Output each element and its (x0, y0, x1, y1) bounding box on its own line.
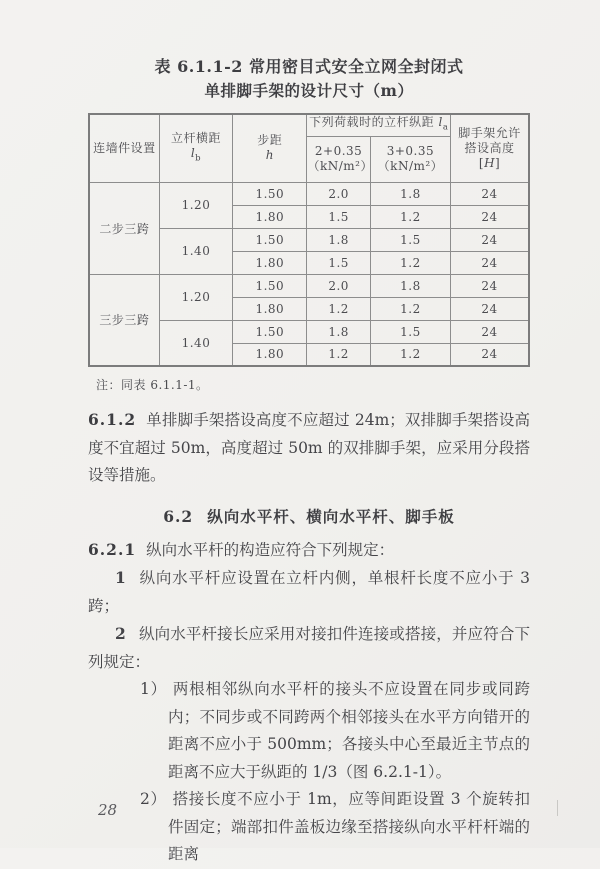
cell-h: 1.50 (233, 320, 307, 343)
scan-artifact-mark (557, 800, 558, 816)
cell-la2: 1.8 (307, 228, 370, 251)
table-row (89, 274, 529, 297)
section-6-2-number: 6.2 (163, 506, 194, 526)
cell-la3: 1.2 (370, 297, 450, 320)
header-step-distance (233, 114, 307, 182)
load-span-subscript: a (442, 122, 449, 133)
clause-6-1-2 (88, 406, 530, 490)
table-caption-line2: 单排脚手架的设计尺寸（m） (204, 81, 414, 100)
design-dimensions-table (88, 113, 530, 367)
header-step-label: 步距 (257, 133, 283, 148)
clause-6-1-2-text: 单排脚手架搭设高度不应超过 24m；双排脚手架搭设高度不宜超过 50m，高度超过 50m 的双排脚手架，应采用分段搭设等措施。 (88, 411, 530, 484)
cell-H: 24 (451, 251, 529, 274)
header-transverse-spacing (159, 114, 232, 182)
sub-item-2 (88, 786, 530, 869)
header-load-span (307, 114, 451, 136)
cell-la3: 1.2 (370, 251, 450, 274)
load-3-value: 3+0.35 (386, 144, 435, 158)
cell-h: 1.80 (233, 297, 307, 320)
cell-H: 24 (451, 182, 529, 205)
cell-H: 24 (451, 297, 529, 320)
header-transverse-label: 立杆横距 (170, 130, 221, 145)
section-6-2-title: 纵向水平杆、横向水平杆、脚手板 (207, 506, 455, 526)
table-note: 注：同表 6.1.1-1。 (96, 378, 209, 392)
cell-la2: 1.2 (307, 343, 370, 366)
cell-la2: 1.5 (307, 205, 370, 228)
cell-la2: 1.8 (307, 320, 370, 343)
cell-h: 1.80 (233, 251, 307, 274)
item-1-number: 1 (115, 568, 126, 587)
cell-la3: 1.8 (370, 182, 450, 205)
clause-6-2-1-text: 纵向水平杆的构造应符合下列规定： (146, 540, 395, 559)
transverse-subscript: b (195, 152, 202, 163)
height-symbol: H (484, 155, 496, 170)
transverse-symbol: l (190, 145, 196, 160)
cell-la3: 1.2 (370, 205, 450, 228)
section-heading-6-2 (88, 505, 530, 527)
height-bracket-close: ] (495, 155, 501, 170)
list-item-2 (88, 620, 530, 676)
cell-lb: 1.20 (159, 182, 232, 228)
cell-la2: 2.0 (307, 182, 370, 205)
cell-la2: 1.5 (307, 251, 370, 274)
cell-group-name: 三步三跨 (89, 274, 159, 366)
sub-item-1-number: 1） (140, 680, 167, 698)
cell-la3: 1.2 (370, 343, 450, 366)
sub-item-2-text: 搭接长度不应小于 1m，应等间距设置 3 个旋转扣件固定；端部扣件盖板边缘至搭接纵向水平杆杆端的距离 (168, 790, 530, 863)
load-2-value: 2+0.35 (314, 144, 363, 158)
height-bracket-open: [ (478, 155, 485, 170)
load-2-unit: （kN/m²） (307, 159, 373, 173)
cell-H: 24 (451, 343, 529, 366)
sub-item-2-number: 2） (140, 790, 167, 808)
clause-6-2-1-number: 6.2.1 (88, 539, 137, 559)
clause-6-2-1 (88, 536, 530, 565)
cell-la3: 1.5 (370, 228, 450, 251)
cell-h: 1.50 (233, 228, 307, 251)
cell-h: 1.50 (233, 182, 307, 205)
cell-la3: 1.5 (370, 320, 450, 343)
item-1-text: 纵向水平杆应设置在立杆内侧，单根杆长度不应小于 3 跨； (88, 569, 530, 615)
cell-H: 24 (451, 274, 529, 297)
cell-h: 1.50 (233, 274, 307, 297)
load-3-unit: （kN/m²） (377, 159, 444, 173)
clause-6-1-2-number: 6.1.2 (88, 410, 137, 429)
header-allowed-height (451, 114, 529, 182)
page-number: 28 (98, 801, 118, 819)
cell-H: 24 (451, 205, 529, 228)
cell-h: 1.80 (233, 343, 307, 366)
cell-h: 1.80 (233, 205, 307, 228)
table-row (89, 182, 529, 205)
cell-lb: 1.40 (159, 320, 232, 366)
table-caption (88, 56, 530, 102)
item-2-number: 2 (115, 624, 126, 643)
cell-H: 24 (451, 228, 529, 251)
sub-item-1 (88, 676, 530, 786)
cell-la2: 1.2 (307, 297, 370, 320)
step-symbol: h (265, 148, 274, 163)
cell-la2: 2.0 (307, 274, 370, 297)
sub-item-1-text: 两根相邻纵向水平杆的接头不应设置在同步或同跨内；不同步或不同跨两个相邻接头在水平方向错开的距离不应小于 500mm；各接头中心至最近主节点的距离不应大于纵距的 1/3（图 6.2.1-1）。 (168, 680, 530, 781)
header-height-line1: 脚手架允许 (458, 125, 521, 140)
table-caption-line1: 表 6.1.1-2 常用密目式安全立网全封闭式 (154, 57, 464, 76)
cell-lb: 1.40 (159, 228, 232, 274)
header-tie-setting: 连墙件设置 (89, 114, 159, 182)
load-span-symbol: l (438, 115, 443, 130)
cell-group-name: 二步三跨 (89, 182, 159, 274)
header-load-span-label: 下列荷载时的立杆纵距 (309, 115, 439, 130)
header-load-3 (370, 136, 450, 182)
item-2-text: 纵向水平杆接长应采用对接扣件连接或搭接，并应符合下列规定： (88, 625, 530, 671)
list-item-1 (88, 564, 530, 620)
cell-lb: 1.20 (159, 274, 232, 320)
header-height-line2: 搭设高度 (464, 140, 515, 155)
cell-H: 24 (451, 320, 529, 343)
cell-la3: 1.8 (370, 274, 450, 297)
header-load-2 (307, 136, 373, 182)
